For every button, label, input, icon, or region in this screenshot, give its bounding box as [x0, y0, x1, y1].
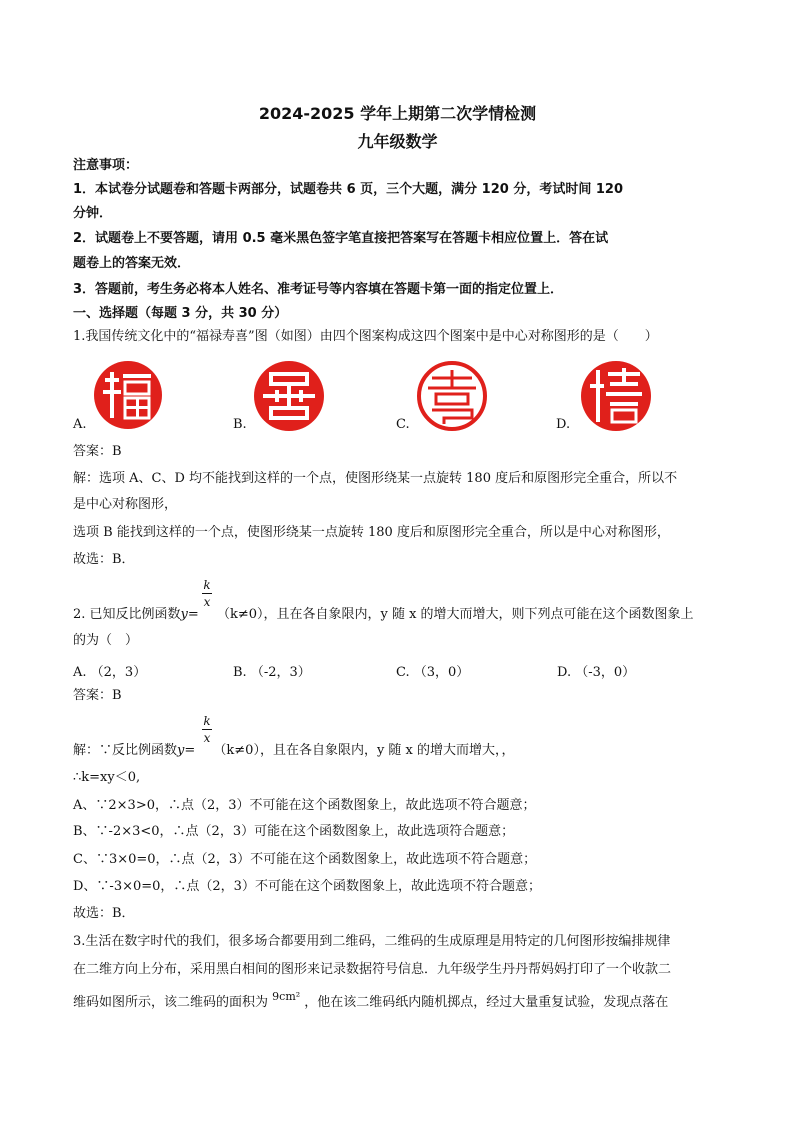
option-label: B. — [233, 417, 247, 432]
stem-text: （k≠0），且在各自象限内，y 随 x 的增大而增大，， — [213, 743, 515, 758]
question-3-line: 在二维方向上分布，采用黑白相间的图形来记录数据符号信息．九年级学生丹丹帮妈妈打印了一个收款二 — [73, 962, 672, 977]
solution-line: 选项 B 能找到这样的一个点，使图形绕某一点旋转 180 度后和原图形完全重合，所以是中心对称图形， — [73, 525, 670, 540]
solution-line: C、∵3×0=0，∴点（2，3）不可能在这个函数图象上，故此选项不符合题意； — [73, 852, 537, 867]
stem-text: ，他在该二维码纸内随机掷点，经过大量重复试验，发现点落在 — [304, 995, 669, 1010]
stem-text: 维码如图所示，该二维码的面积为 — [73, 995, 269, 1010]
paper-subtitle: 九年级数学 — [357, 132, 438, 151]
option-c: C. （3，0） — [396, 665, 470, 680]
solution-line: 是中心对称图形， — [73, 497, 178, 512]
solution-line: D、∵-3×0=0，∴点（2，3）不可能在这个函数图象上，故此选项不符合题意； — [73, 879, 541, 894]
solution-line: A、∵2×3>0，∴点（2，3）不可能在这个函数图象上，故此选项不符合题意； — [73, 798, 536, 813]
question-3-line: 3.生活在数字时代的我们，很多场合都要用到二维码，二维码的生成原理是用特定的几何图形按编排规律 — [73, 934, 671, 949]
fraction-k-over-x: k x — [203, 714, 211, 745]
paper-title: 2024-2025 学年上期第二次学情检测 — [258, 104, 537, 123]
lu-emblem-icon — [253, 360, 325, 432]
solution-line: ∴k=xy＜0, — [73, 770, 141, 785]
solution-line: 解：选项 A、C、D 均不能找到这样的一个点，使图形绕某一点旋转 180 度后和原图形完全重合，所以不 — [73, 471, 678, 486]
stem-var: y= — [177, 743, 196, 758]
stem-var: y= — [180, 607, 199, 622]
xi-emblem-icon — [580, 360, 652, 432]
notice-item: 1．本试卷分试题卷和答题卡两部分，试题卷共 6 页，三个大题，满分 120 分，考试时间 120 — [73, 182, 623, 197]
shou-emblem-icon — [416, 360, 488, 432]
solution-line: B、∵-2×3<0，∴点（2，3）可能在这个函数图象上，故此选项符合题意； — [73, 824, 515, 839]
fraction-k-over-x: k x — [203, 578, 211, 609]
option-label: A. — [73, 417, 87, 432]
question-1-stem: 1.我国传统文化中的“福禄寿喜”图（如图）由四个图案构成这四个图案中是中心对称图形的是（ ） — [73, 329, 658, 344]
option-label: D. — [556, 417, 571, 432]
fu-emblem-icon — [93, 360, 163, 430]
stem-text: 解：∵反比例函数 — [73, 743, 178, 758]
answer-label: 答案：B — [73, 688, 122, 703]
solution-line — [73, 742, 755, 760]
notice-heading: 注意事项： — [73, 158, 139, 173]
section-heading: 一、选择题（每题 3 分，共 30 分） — [73, 306, 288, 321]
notice-item: 分钟． — [73, 206, 113, 221]
solution-line: 故选：B． — [73, 906, 135, 921]
question-3-line — [73, 990, 755, 1012]
option-b: B. （-2，3） — [233, 665, 311, 680]
solution-line: 故选：B． — [73, 552, 135, 567]
stem-text: 的为（ ） — [73, 633, 139, 648]
stem-text: （k≠0），且在各自象限内，y 随 x 的增大而增大，则下列点可能在这个函数图象上 — [216, 607, 694, 622]
option-a: A. （2，3） — [73, 665, 147, 680]
area-value: 9cm² — [272, 990, 301, 1003]
answer-label: 答案：B — [73, 444, 122, 459]
option-label: C. — [396, 417, 410, 432]
stem-text: 2. 已知反比例函数 — [73, 607, 181, 622]
question-2-stem — [73, 606, 755, 624]
notice-item: 题卷上的答案无效． — [73, 256, 191, 271]
notice-item: 3．答题前，考生务必将本人姓名、准考证号等内容填在答题卡第一面的指定位置上． — [73, 282, 564, 297]
option-d: D. （-3，0） — [557, 665, 636, 680]
notice-item: 2．试题卷上不要答题，请用 0.5 毫米黑色签字笔直接把答案写在答题卡相应位置上．答在试 — [73, 231, 609, 246]
